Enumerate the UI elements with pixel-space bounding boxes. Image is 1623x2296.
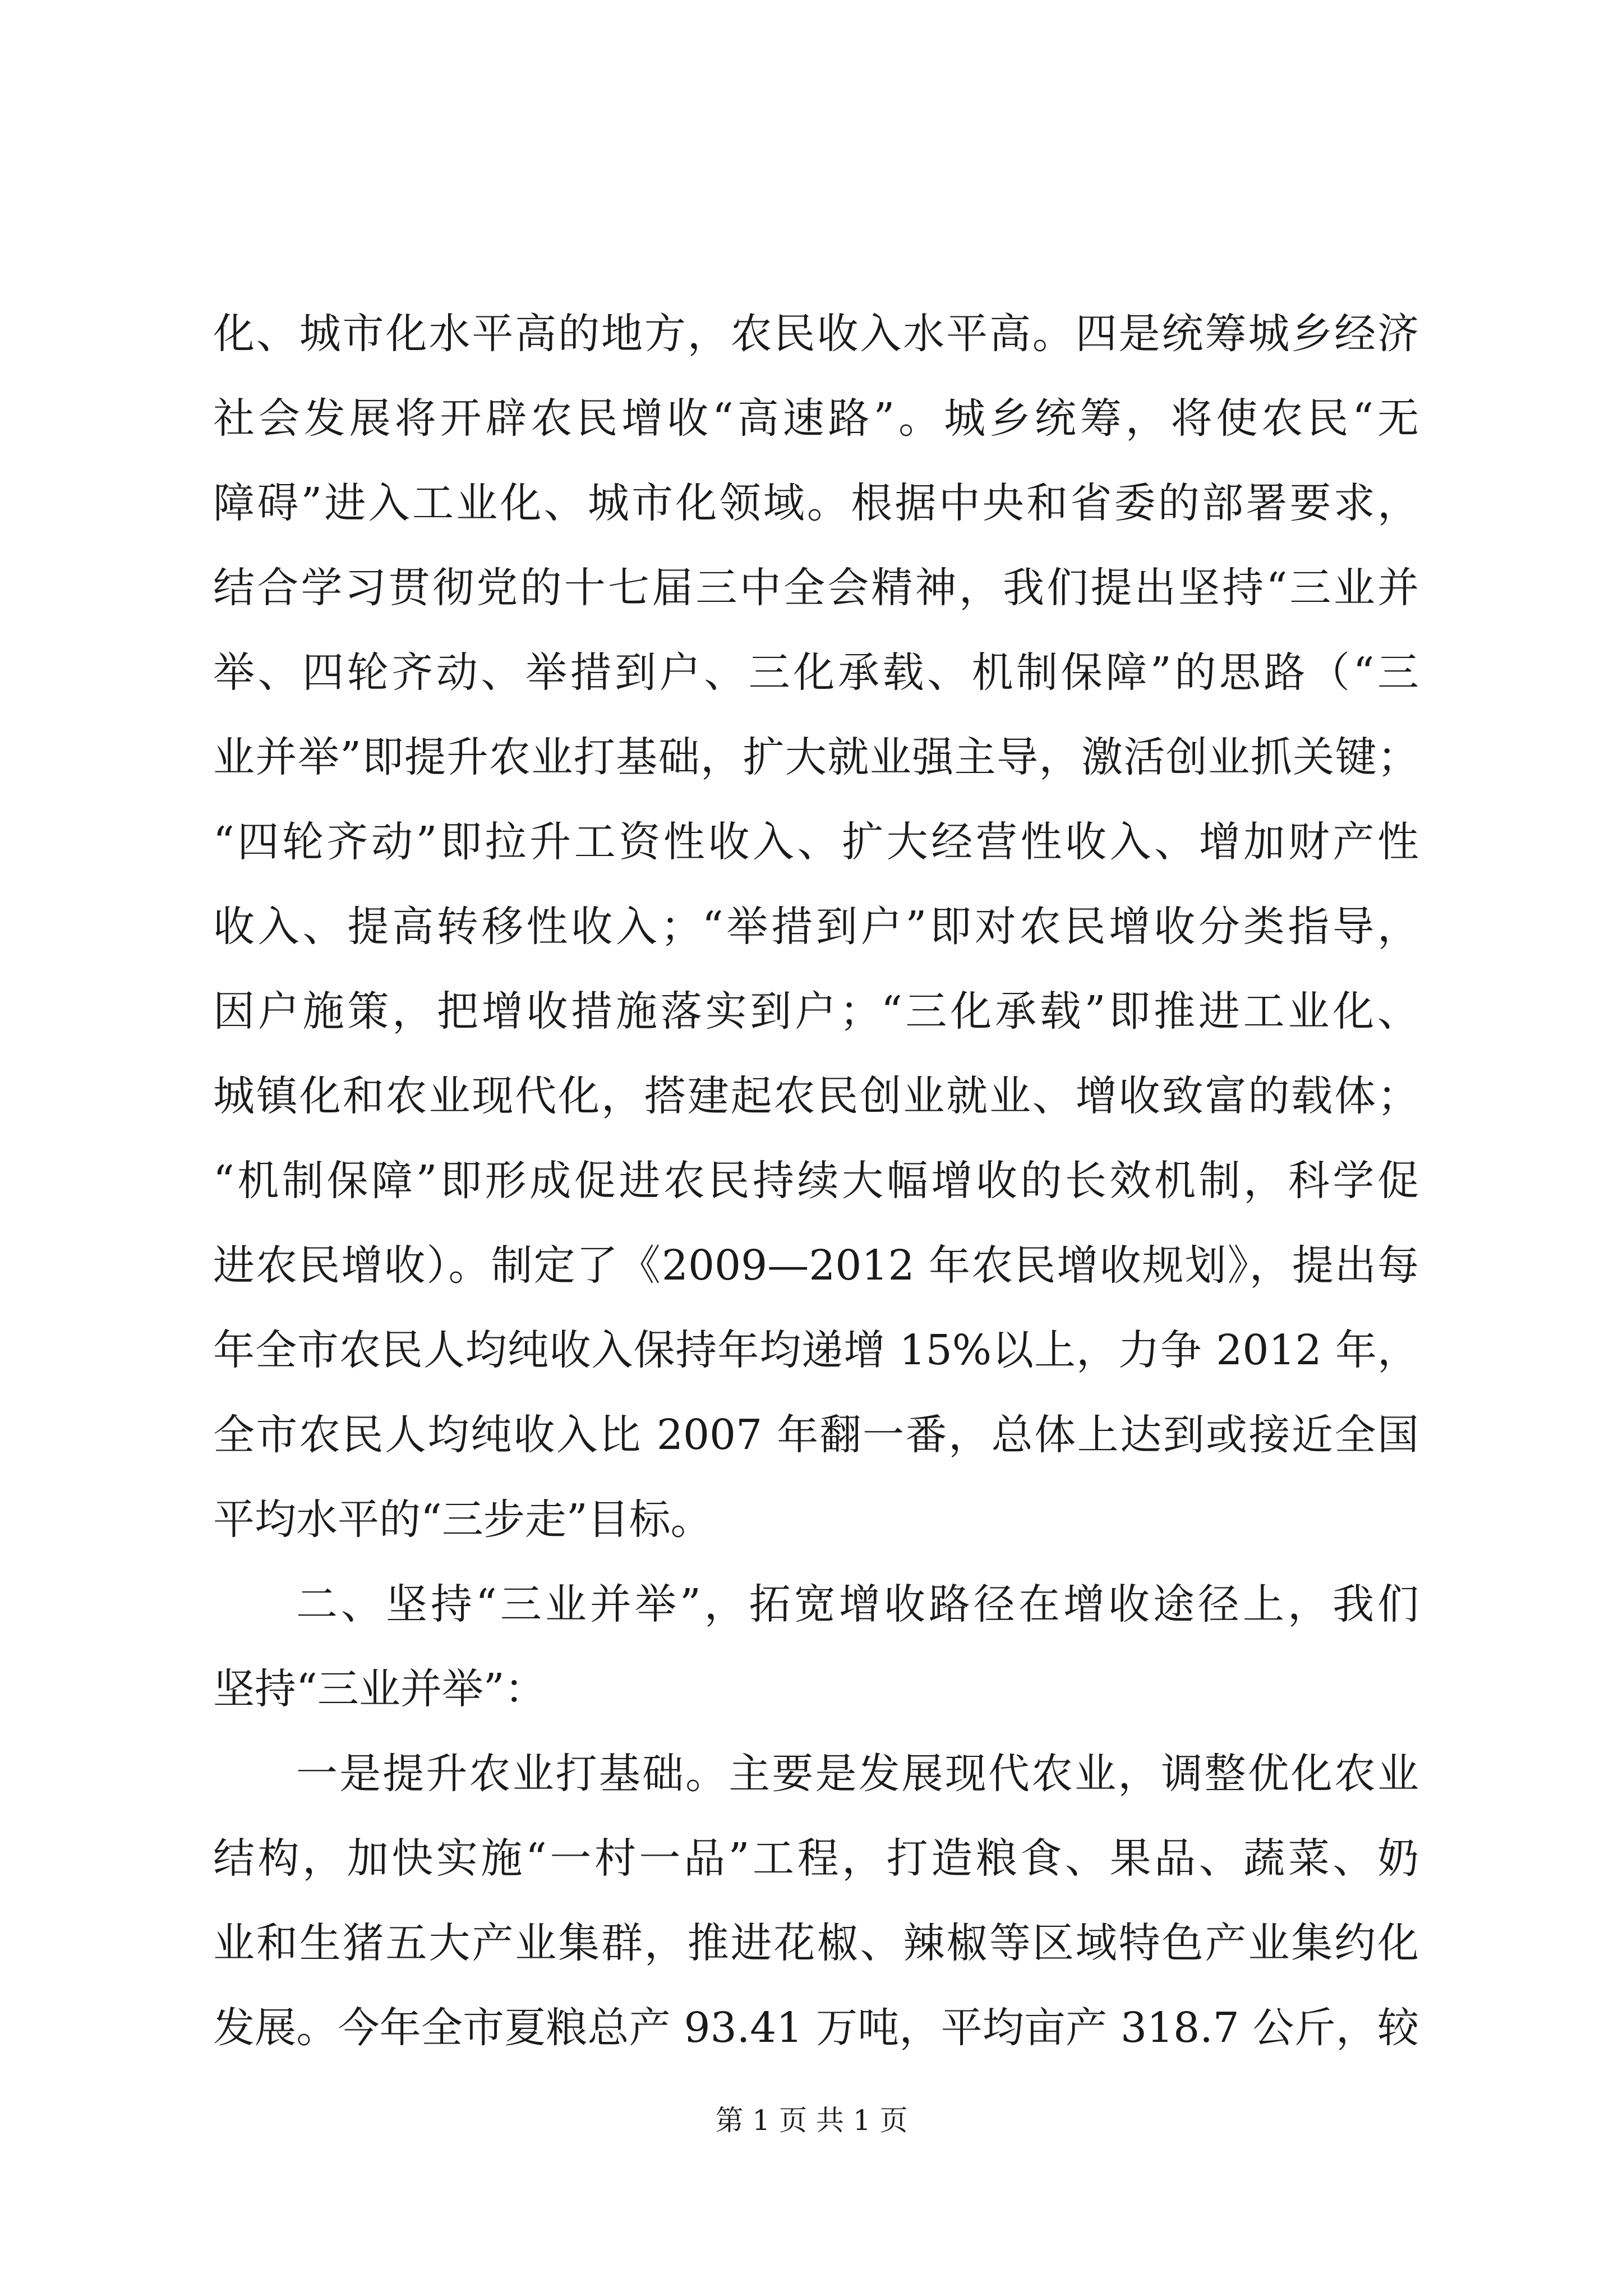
text-line: 结合学习贯彻党的十七届三中全会精神，我们提出坚持“三业并 <box>213 564 1419 612</box>
text-line: 因户施策，把增收措施落实到户；“三化承载”即推进工业化、 <box>213 987 1419 1036</box>
text-line: 平均水平的“三步走”目标。 <box>213 1496 712 1544</box>
text-line: “机制保障”即形成促进农民持续大幅增收的长效机制，科学促 <box>213 1157 1419 1205</box>
text-line: 化、城市化水平高的地方，农民收入水平高。四是统筹城乡经济 <box>213 310 1419 358</box>
text-line: 进农民增收）。制定了《2009—2012 年农民增收规划》，提出每 <box>213 1241 1419 1290</box>
text-line: “四轮齐动”即拉升工资性收入、扩大经营性收入、增加财产性 <box>213 818 1419 866</box>
text-line: 业并举”即提升农业打基础，扩大就业强主导，激活创业抓关键； <box>213 733 1419 781</box>
text-line: 收入、提高转移性收入；“举措到户”即对农民增收分类指导， <box>213 903 1419 951</box>
text-line: 结构，加快实施“一村一品”工程，打造粮食、果品、蔬菜、奶 <box>213 1834 1419 1883</box>
document-body <box>213 292 1419 2070</box>
text-line: 全市农民人均纯收入比 2007 年翻一番，总体上达到或接近全国 <box>213 1411 1419 1459</box>
text-line: 举、四轮齐动、举措到户、三化承载、机制保障”的思路（“三 <box>213 648 1419 697</box>
text-line: 障碍”进入工业化、城市化领域。根据中央和省委的部署要求， <box>213 479 1419 527</box>
text-line: 二、坚持“三业并举”，拓宽增收路径在增收途径上，我们 <box>296 1580 1419 1628</box>
text-line: 坚持“三业并举”： <box>213 1665 546 1713</box>
text-line: 社会发展将开辟农民增收“高速路”。城乡统筹，将使农民“无 <box>213 394 1419 443</box>
text-line: 年全市农民人均纯收入保持年均递增 15%以上，力争 2012 年， <box>213 1326 1419 1374</box>
text-line: 发展。今年全市夏粮总产 93.41 万吨，平均亩产 318.7 公斤，较 <box>213 2004 1419 2052</box>
text-line: 业和生猪五大产业集群，推进花椒、辣椒等区域特色产业集约化 <box>213 1919 1419 1967</box>
text-line: 城镇化和农业现代化，搭建起农民创业就业、增收致富的载体； <box>213 1072 1419 1120</box>
text-line: 一是提升农业打基础。主要是发展现代农业，调整优化农业 <box>296 1750 1419 1798</box>
page-footer: 第 1 页 共 1 页 <box>715 2104 908 2137</box>
